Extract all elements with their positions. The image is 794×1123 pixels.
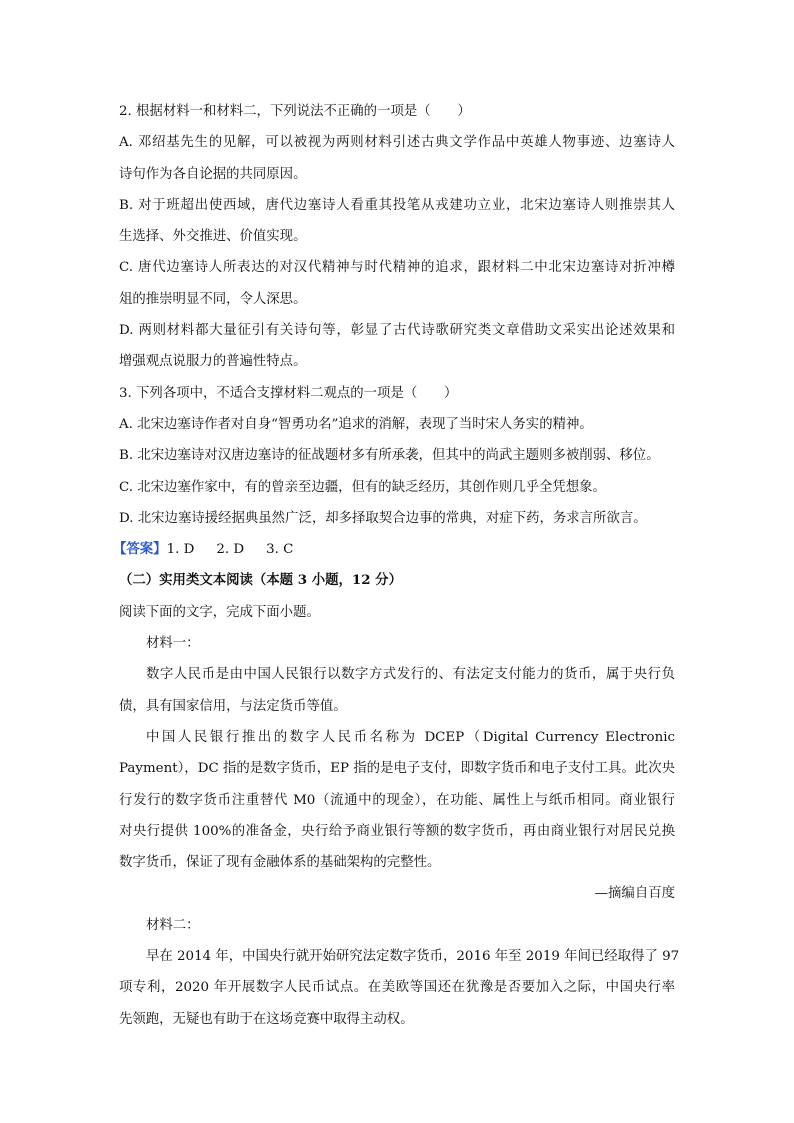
material-1-paragraph-1-line-2: 债，具有国家信用，与法定货币等值。 — [119, 698, 347, 714]
question-2-stem: 2. 根据材料一和材料二，下列说法不正确的一项是（ ） — [119, 104, 471, 119]
material-1-source: —摘编自百度 — [594, 886, 675, 902]
document-body — [113, 96, 680, 1035]
question-2-option-d-line-1: D. 两则材料都大量征引有关诗句等，彰显了古代诗歌研究类文章借助文采实出论述效果和 — [119, 323, 675, 339]
question-3-option-d: D. 北宋边塞诗援经据典虽然广泛，却多择取契合边事的常典，对症下药，务求言所欲言。 — [119, 510, 647, 526]
answer-item-2: 2. D — [216, 542, 245, 558]
material-1-paragraph-2-line-3: 行发行的数字货币注重替代 M0（流通中的现金），在功能、属性上与纸币相同。商业银行 — [119, 792, 675, 808]
material-1-paragraph-2-line-5: 数字货币，保证了现有金融体系的基础架构的完整性。 — [119, 855, 441, 871]
material-1-title: 材料一： — [146, 636, 200, 652]
question-3-stem: 3. 下列各项中，不适合支撑材料二观点的一项是（ ） — [119, 385, 458, 401]
question-2-option-b-line-2: 生选择、外交推进、价值实现。 — [119, 229, 307, 245]
answer-item-1: 1. D — [166, 542, 195, 558]
question-2-option-d-line-2: 增强观点说服力的普遍性特点。 — [119, 354, 307, 370]
material-1-paragraph-2-line-4: 对央行提供 100%的准备金，央行给予商业银行等额的数字货币，再由商业银行对居民兑换 — [119, 823, 675, 839]
answer-item-3: 3. C — [266, 542, 294, 558]
material-1-paragraph-2-line-1: 中国人民银行推出的数字人民币名称为 DCEP（Digital Currency Electronic — [146, 729, 675, 745]
question-3-option-a: A. 北宋边塞诗作者对自身“智勇功名”追求的消解，表现了当时宋人务实的精神。 — [119, 416, 593, 432]
material-2-line-2: 项专利，2020 年开展数字人民币试点。在美欧等国还在犹豫是否要加入之际，中国央行率 — [119, 980, 675, 996]
question-2-option-a-line-1: A. 邓绍基先生的见解，可以被视为两则材料引述古典文学作品中英雄人物事迹、边塞诗人 — [119, 135, 675, 151]
section-heading: （二）实用类文本阅读（本题 3 小题，12 分） — [119, 572, 402, 589]
section-instruction: 阅读下面的文字，完成下面小题。 — [119, 604, 320, 620]
material-2-line-3: 先领跑，无疑也有助于在这场竞赛中取得主动权。 — [119, 1011, 414, 1027]
material-1-paragraph-1-line-1: 数字人民币是由中国人民银行以数字方式发行的、有法定支付能力的货币，属于央行负 — [146, 667, 675, 683]
question-3-option-c: C. 北宋边塞作家中，有的曾亲至边疆，但有的缺乏经历，其创作则几乎全凭想象。 — [119, 479, 606, 495]
question-2-option-c-line-1: C. 唐代边塞诗人所表达的对汉代精神与时代精神的追求，跟材料二中北宋边塞诗对折冲樽 — [119, 260, 675, 276]
material-2-line-1: 早在 2014 年，中国央行就开始研究法定数字货币，2016 年至 2019 年间已经取得了 97 — [146, 949, 680, 965]
question-2-option-b-line-1: B. 对于班超出使西域，唐代边塞诗人看重其投笔从戎建功立业，北宋边塞诗人则推崇其人 — [119, 197, 675, 213]
question-3-option-b: B. 北宋边塞诗对汉唐边塞诗的征战题材多有所承袭，但其中的尚武主题则多被削弱、移位。 — [119, 448, 660, 464]
material-1-paragraph-2-line-2: Payment），DC 指的是数字货币，EP 指的是电子支付，即数字货币和电子支付工具。此次央 — [119, 761, 675, 777]
question-2-option-c-line-2: 俎的推崇明显不同，令人深思。 — [119, 291, 307, 307]
answer-line — [113, 534, 675, 565]
material-2-title: 材料二： — [146, 917, 200, 933]
answer-tag: 【答案】 — [113, 541, 167, 558]
question-2-option-a-line-2: 诗句作为各自论据的共同原因。 — [119, 166, 307, 182]
